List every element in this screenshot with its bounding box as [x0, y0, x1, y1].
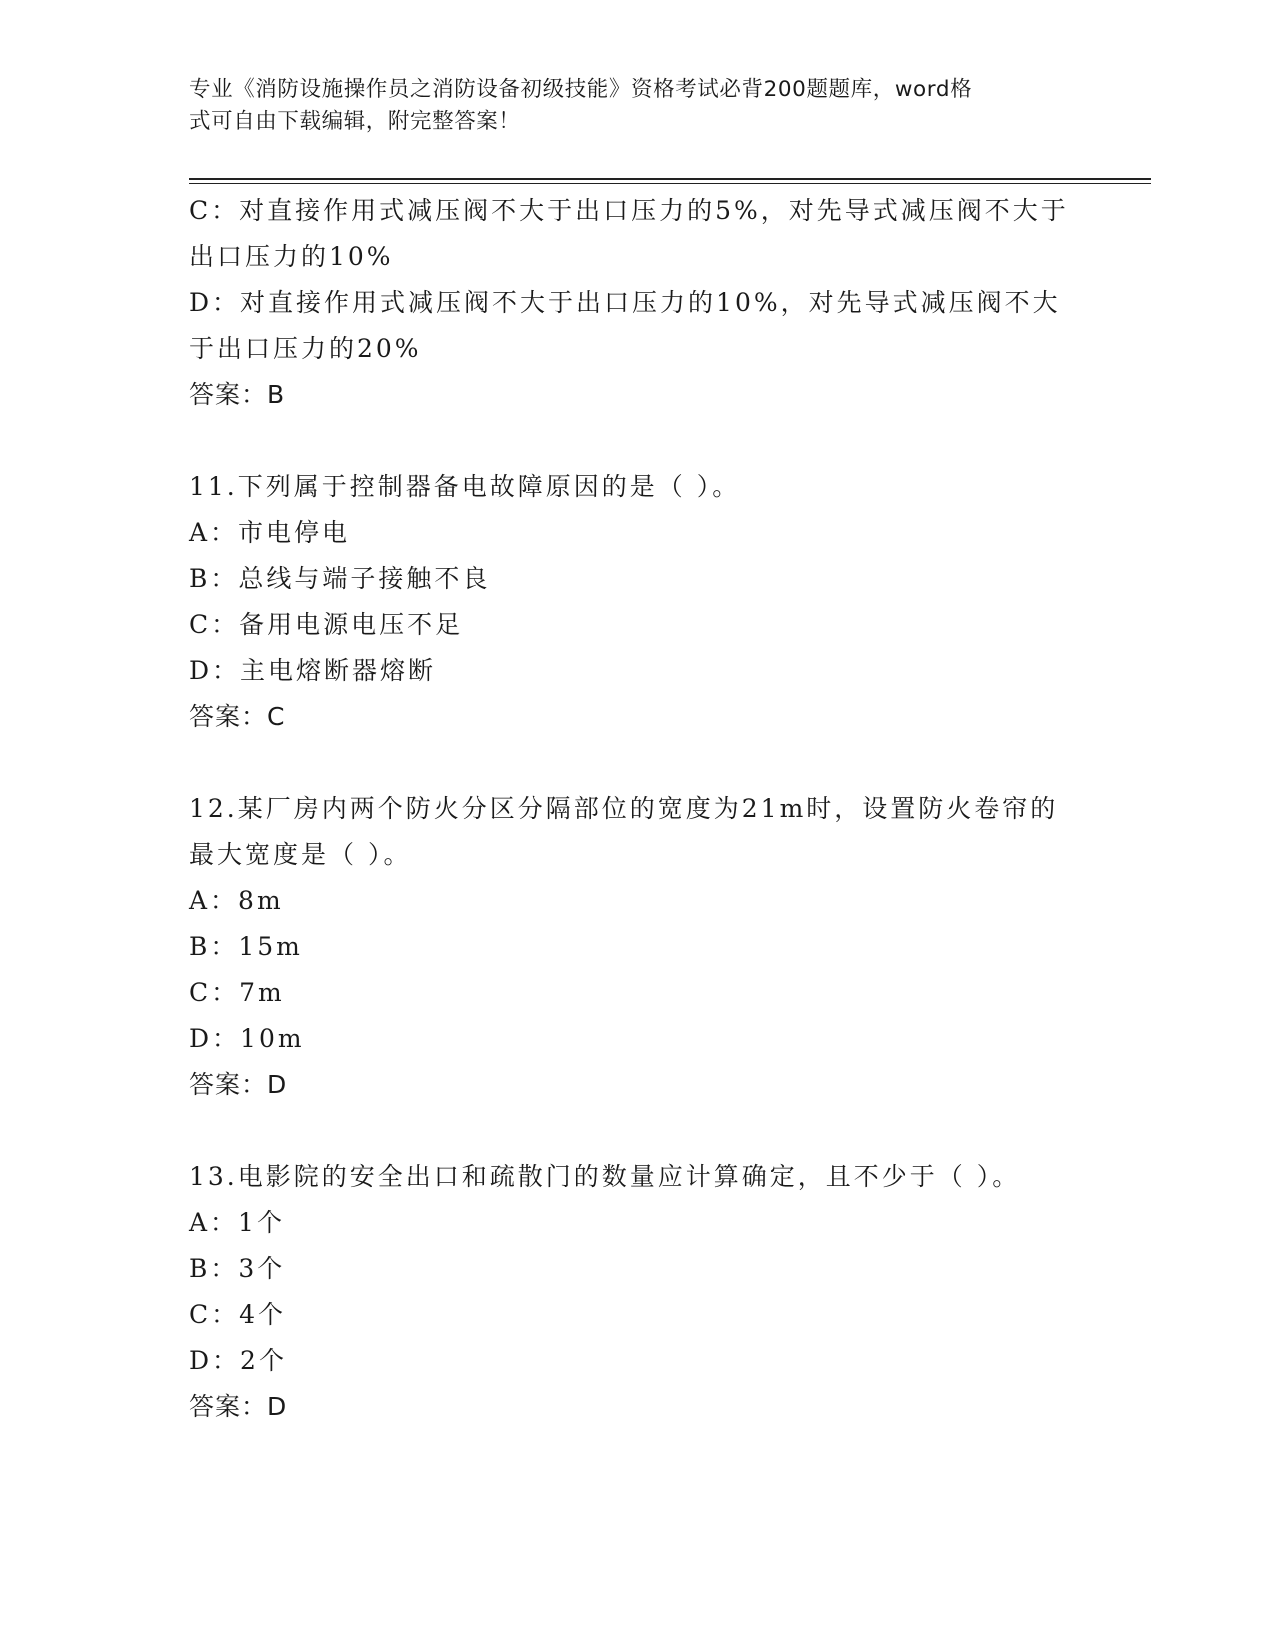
- question-13: [189, 1154, 1089, 1430]
- spacer: [189, 1108, 1089, 1154]
- question-stem-line-1: 12.某厂房内两个防火分区分隔部位的宽度为21m时，设置防火卷帘的: [189, 794, 1059, 823]
- spacer: [189, 418, 1089, 464]
- spacer: [189, 740, 1089, 786]
- option-d-line-1: D：对直接作用式减压阀不大于出口压力的10%，对先导式减压阀不大: [189, 288, 1061, 317]
- option-a: A：1个: [189, 1208, 285, 1237]
- option-a: A：8m: [189, 886, 284, 915]
- header-divider-thin: [189, 183, 1151, 184]
- option-c-line-2: 出口压力的10%: [189, 242, 394, 271]
- question-stem-line-2: 最大宽度是（ ）。: [189, 840, 412, 869]
- option-c: C：7m: [189, 978, 285, 1007]
- option-d: D：2个: [189, 1346, 287, 1375]
- option-d: D：10m: [189, 1024, 305, 1053]
- question-12: [189, 786, 1089, 1108]
- option-c-line-1: C：对直接作用式减压阀不大于出口压力的5%，对先导式减压阀不大于: [189, 196, 1069, 225]
- option-c: C：4个: [189, 1300, 287, 1329]
- option-b: B：总线与端子接触不良: [189, 564, 491, 593]
- question-10-continued: [189, 188, 1089, 418]
- answer-line: 答案：C: [189, 702, 286, 731]
- answer-line: 答案：B: [189, 380, 286, 409]
- question-stem: 11.下列属于控制器备电故障原因的是（ ）。: [189, 472, 741, 501]
- option-d: D：主电熔断器熔断: [189, 656, 437, 685]
- option-a: A：市电停电: [189, 518, 351, 547]
- header-divider-thick: [189, 178, 1151, 180]
- document-header: [189, 74, 1069, 138]
- question-stem: 13.电影院的安全出口和疏散门的数量应计算确定，且不少于（ ）。: [189, 1162, 1021, 1191]
- option-c: C：备用电源电压不足: [189, 610, 464, 639]
- header-line-2: 式可自由下载编辑，附完整答案！: [189, 109, 521, 134]
- answer-line: 答案：D: [189, 1392, 288, 1421]
- option-b: B：15m: [189, 932, 303, 961]
- option-b: B：3个: [189, 1254, 286, 1283]
- header-line-1: 专业《消防设施操作员之消防设备初级技能》资格考试必背200题题库，word格: [189, 77, 973, 102]
- question-11: [189, 464, 1089, 740]
- option-d-line-2: 于出口压力的20%: [189, 334, 422, 363]
- answer-line: 答案：D: [189, 1070, 288, 1099]
- question-content: [189, 188, 1089, 1430]
